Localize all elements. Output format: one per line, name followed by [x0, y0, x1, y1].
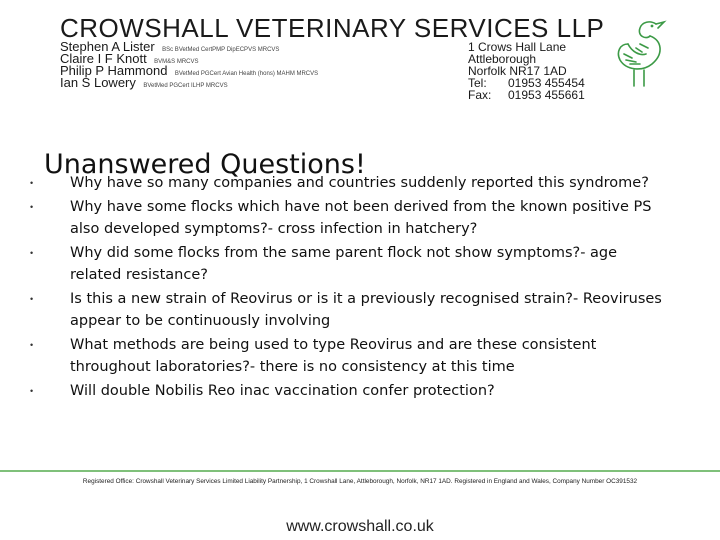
list-item: [30, 334, 670, 378]
list-item: [30, 196, 670, 240]
partner-qualifications: BVM&S MRCVS: [154, 59, 199, 65]
footer-divider: [0, 470, 720, 472]
address-line: Attleborough: [468, 52, 537, 66]
firm-name: CROWSHALL VETERINARY SERVICES LLP: [60, 13, 605, 43]
question-text: Why have some flocks which have not been derived from the known positive PS also developed symptoms?- cross infection in hatchery?: [70, 199, 652, 237]
fax-label: Fax:: [468, 88, 492, 102]
address-line: Norfolk NR17 1AD: [468, 64, 567, 78]
letterhead: [0, 0, 720, 100]
bird-logo-icon: [610, 14, 670, 94]
bullet-icon: •: [30, 294, 34, 304]
partner-name: Claire I F Knott: [60, 51, 147, 66]
partner-name: Stephen A Lister: [60, 39, 155, 54]
question-text: What methods are being used to type Reovirus and are these consistent throughout laboratories?- there is no consistency at this time: [70, 337, 597, 375]
phone-label: Tel:: [468, 76, 487, 90]
partner-qualifications: BSc BVetMed CertPMP DipECPVS MRCVS: [162, 47, 280, 53]
bullet-icon: •: [30, 248, 34, 258]
website-link[interactable]: www.crowshall.co.uk: [286, 518, 434, 535]
partner-entry: [60, 77, 318, 89]
phone-number: 01953 455454: [508, 76, 585, 90]
question-text: Why did some flocks from the same parent flock not show symptoms?- age related resistance?: [70, 245, 618, 283]
question-list: [30, 172, 670, 404]
partner-name: Philip P Hammond: [60, 63, 168, 78]
fax-row: [468, 89, 585, 101]
registration-notice: Registered Office: Crowshall Veterinary Services Limited Liability Partnership, 1 Crowshall Lane, Attleborough, Norfolk, NR17 1AD. Registered in England and Wales, Company Number OC391532: [82, 478, 638, 485]
bullet-icon: •: [30, 340, 34, 350]
question-text: Why have so many companies and countries suddenly reported this syndrome?: [70, 175, 649, 191]
fax-number: 01953 455661: [508, 88, 585, 102]
slide-title: Unanswered Questions!: [44, 149, 366, 181]
partner-list: [60, 41, 318, 89]
partner-qualifications: BVetMed PGCert ILHP MRCVS: [143, 83, 228, 89]
bullet-icon: •: [30, 202, 34, 212]
bullet-icon: •: [30, 178, 34, 188]
list-item: [30, 172, 670, 194]
question-text: Is this a new strain of Reovirus or is it a previously recognised strain?- Reoviruses appear to be continuously involving: [70, 291, 662, 329]
bullet-icon: •: [30, 386, 34, 396]
question-text: Will double Nobilis Reo inac vaccination confer protection?: [70, 383, 495, 399]
list-item: [30, 288, 670, 332]
list-item: [30, 380, 670, 402]
list-item: [30, 242, 670, 286]
partner-qualifications: BVetMed PGCert Avian Health (hons) MAHM MRCVS: [174, 71, 319, 77]
address-line: 1 Crows Hall Lane: [468, 40, 567, 54]
address-block: [468, 41, 585, 101]
partner-name: Ian S Lowery: [60, 75, 136, 90]
